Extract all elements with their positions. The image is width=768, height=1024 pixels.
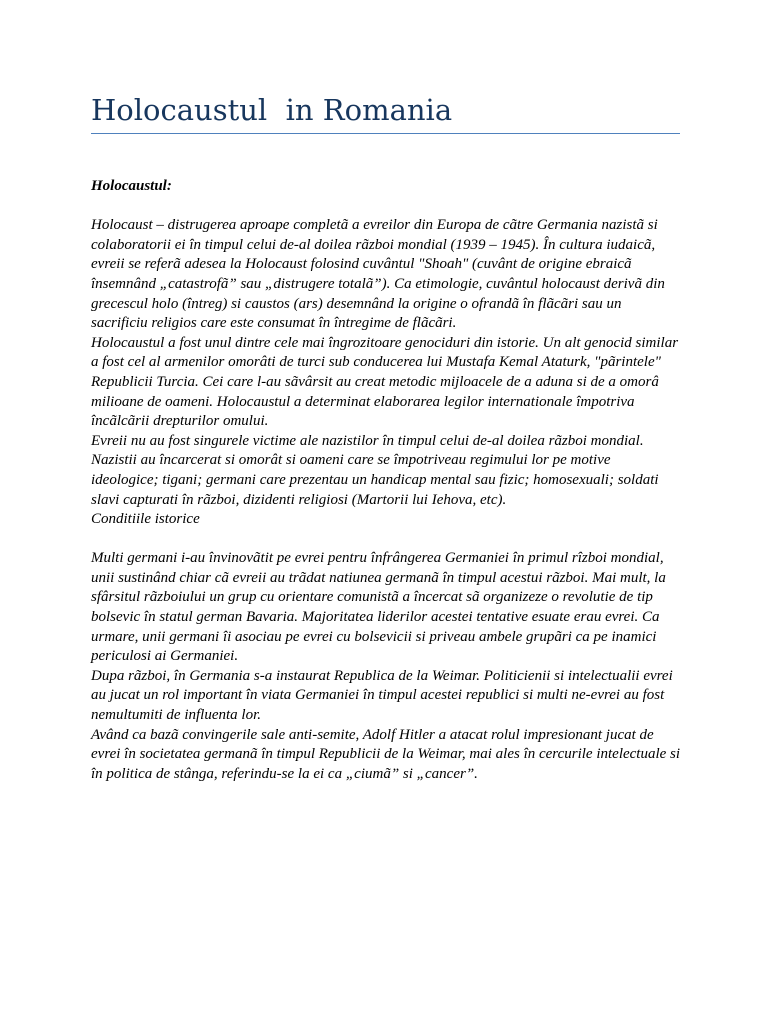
document-body [91,177,681,784]
paragraph-weimar-republic: Dupa rãzboi, în Germania s-a instaurat Republica de la Weimar. Politicienii si intelectualii evrei au jucat un rol important în viata Germaniei în timpul acestei republici si multi ne-evrei au fost nemultumiti de influenta lor. [91,667,673,724]
title-underline-divider [91,133,680,134]
paragraph-spacer [91,197,681,217]
section-heading: Holocaustul: [91,178,172,194]
paragraph-other-victims: Evreii nu au fost singurele victime ale nazistilor în timpul celui de-al doilea rãzboi mondial. Nazistii au încarcerat si omorât si oameni care se împotriveau regimului lor pe motive ideologice; tigani; germani care prezentau un handicap mental sau fizic; homosexuali; soldati slavi capturati în rãzboi, dizidenti religiosi (Martorii lui Iehova, etc). [91,432,659,508]
paragraph-holocaust-definition: Holocaust – distrugerea aproape completã a evreilor din Europa de cãtre Germania nazistã si colaboratorii ei în timpul celui de-al doilea rãzboi mondial (1939 – 1945). În cultura iudaicã, evreii se referã adesea la Holocaust folosind cuvântul "Shoah" (cuvânt de origine ebraicã însemnând „catastrofã” sau „distrugere totalã”). Ca etimologie, cuvântul holocaust derivã din grecescul holo (întreg) si caustos (ars) desemnând la origine o ofrandã în flãcãri sau un sacrificiu religios care este consumat în întregime de flãcãri. [91,217,665,332]
paragraph-genocide-comparison: Holocaustul a fost unul dintre cele mai îngrozitoare genociduri din istorie. Un alt genocid similar a fost cel al armenilor omorâti de turci sub conducerea lui Mustafa Kemal Ataturk, "pãrintele" Republicii Turcia. Cei care l-au sãvârsit au creat metodic mijloacele de a aduna si de a omorâ milioane de oameni. Holocaustul a determinat elaborarea legilor internationale împotriva încãlcãrii drepturilor omului. [91,334,679,430]
paragraph-german-blame: Multi germani i-au învinovãtit pe evrei pentru înfrângerea Germaniei în primul rîzboi mondial, unii sustinând chiar cã evreii au trãdat natiunea germanã în timpul acestui rãzboi. Mai mult, la sfârsitul rãzboiului un grup cu orientare comunistã a încercat sã organizeze o revolutie de tip bolsevic în statul german Bavaria. Majoritatea liderilor acestei tentative esuate erau evrei. Ca urmare, unii germani îi asociau pe evrei cu bolsevicii si priveau ambele grupãri ca pe inamici periculosi ai Germaniei. [91,550,666,665]
subsection-heading-historical-conditions: Conditiile istorice [91,511,200,528]
document-title: Holocaustul in Romania [91,93,453,127]
paragraph-hitler-antisemitism: Având ca bazã convingerile sale anti-semite, Adolf Hitler a atacat rolul impresionant jucat de evrei în societatea germanã în timpul Republicii de la Weimar, mai ales în cercurile intelectuale si în politica de stânga, referindu-se la ei ca „ciumã” si „cancer”. [91,726,681,782]
paragraph-spacer [91,530,681,550]
